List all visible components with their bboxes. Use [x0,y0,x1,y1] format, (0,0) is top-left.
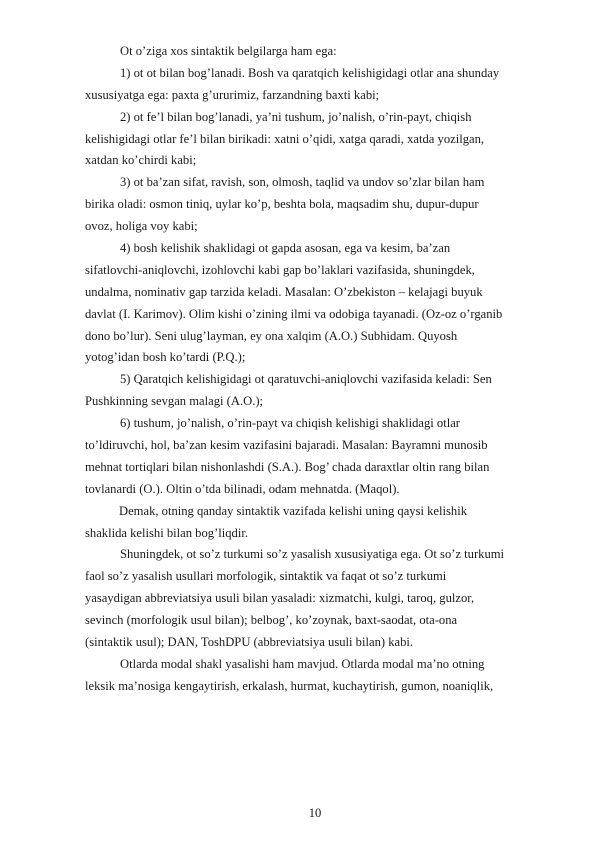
paragraph-line: xususiyatga ega: paxta g’ururimiz, farzandning baxti kabi; [85,87,380,102]
paragraph-line: 6) tushum, jo’nalish, o’rin-payt va chiqish kelishigi shaklidagi otlar [120,416,460,431]
paragraph-line: davlat (I. Karimov). Olim kishi o’zining ilmi va odobiga tayanadi. (Oz-oz o’rganib [85,306,503,321]
document-body [85,41,550,698]
paragraph-line: sifatlovchi-aniqlovchi, izohlovchi kabi gap bo’laklari vazifasida, shuningdek, [85,262,475,277]
paragraph-line: to’ldiruvchi, hol, ba’zan kesim vazifasini bajaradi. Masalan: Bayramni munosib [85,438,488,453]
paragraph-line: Otlarda modal shakl yasalishi ham mavjud. Otlarda modal ma’no otning [120,656,485,671]
paragraph-line: 1) ot ot bilan bog’lanadi. Bosh va qaratqich kelishigidagi otlar ana shunday [120,65,500,80]
paragraph-line: xatdan ko’chirdi kabi; [85,153,197,168]
paragraph-line: 5) Qaratqich kelishigidagi ot qaratuvchi-aniqlovchi vazifasida keladi: Sen [120,372,492,387]
paragraph-line: birika oladi: osmon tiniq, uylar ko’p, beshta bola, maqsadim shu, dupur-dupur [85,197,479,212]
paragraph-line: 4) bosh kelishik shaklidagi ot gapda asosan, ega va kesim, ba’zan [120,241,451,256]
paragraph-line: tovlanardi (O.). Oltin o’tda bilinadi, odam mehnatda. (Maqol). [85,481,400,496]
paragraph-line: sevinch (morfologik usul bilan); belbog’, ko’zoynak, baxt-saodat, ota-ona [85,613,458,628]
paragraph-line: Pushkinning sevgan malagi (A.O.); [85,394,264,409]
paragraph-line: Demak, otning qanday sintaktik vazifada kelishi uning qaysi kelishik [119,503,468,518]
paragraph-line: faol so’z yasalish usullari morfologik, sintaktik va faqat ot so’z turkumi [85,569,447,584]
page-number: 10 [308,806,322,820]
paragraph-line: shaklida kelishi bilan bog’liqdir. [85,525,248,540]
paragraph-line: Shuningdek, ot so’z turkumi so’z yasalish xususiyatiga ega. Ot so’z turkumi [120,547,505,562]
paragraph-line: ovoz, holiga voy kabi; [85,219,198,234]
paragraph-line: kelishigidagi otlar fe’l bilan birikadi: xatni o’qidi, xatga qaradi, xatda yozilgan, [85,131,485,146]
paragraph-line: mehnat tortiqlari bilan nishonlashdi (S.A.). Bog’ chada daraxtlar oltin rang bilan [85,459,490,474]
paragraph-line: yotog’idan bosh ko’tardi (P.Q.); [85,350,246,365]
paragraph-line: 2) ot fe’l bilan bog’lanadi, ya’ni tushum, jo’nalish, o’rin-payt, chiqish [120,109,472,124]
paragraph-line: (sintaktik usul); DAN, ToshDPU (abbreviatsiya usuli bilan) kabi. [85,635,414,650]
paragraph-line: yasaydigan abbreviatsiya usuli bilan yasaladi: xizmatchi, kulgi, taroq, gulzor, [85,591,475,606]
paragraph-line: Ot o’ziga xos sintaktik belgilarga ham ega: [120,44,337,58]
paragraph-line: leksik ma’nosiga kengaytirish, erkalash, hurmat, kuchaytirish, gumon, noaniqlik, [85,678,494,693]
paragraph-line: undalma, nominativ gap tarzida keladi. Masalan: O’zbekiston – kelajagi buyuk [85,284,483,299]
paragraph-line: 3) ot ba’zan sifat, ravish, son, olmosh, taqlid va undov so’zlar bilan ham [120,175,485,190]
paragraph-line: dono bo’lur). Seni ulug’layman, ey ona xalqim (A.O.) Subhidam. Quyosh [85,328,458,343]
